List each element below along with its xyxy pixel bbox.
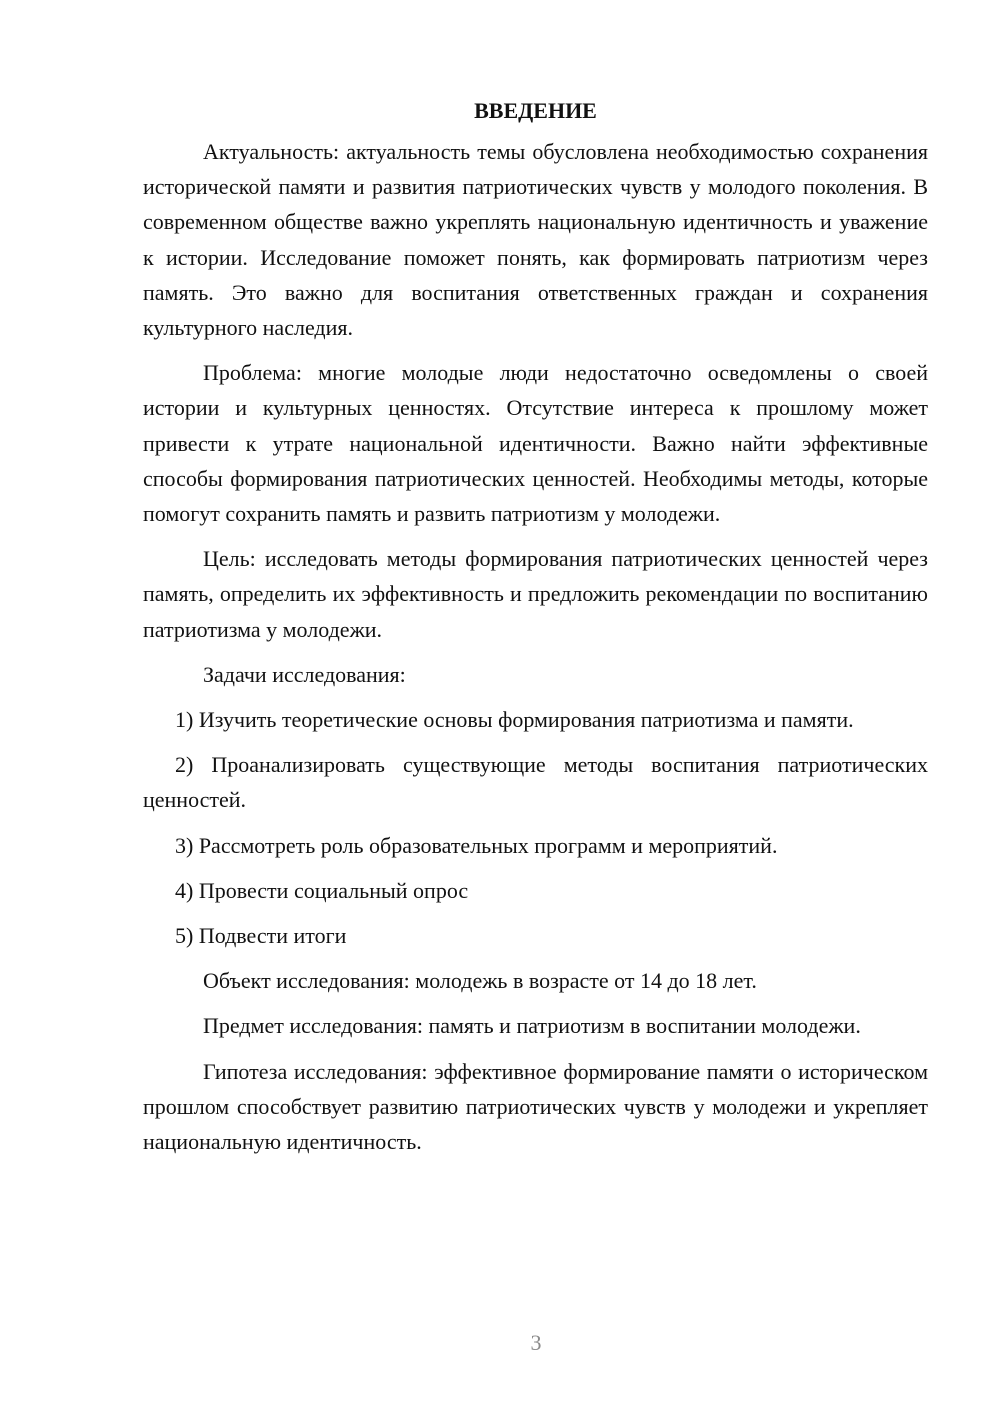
task-item-2: 2) Проанализировать существующие методы воспитания патриотических ценностей. — [143, 752, 928, 813]
page-title: ВВЕДЕНИЕ — [474, 98, 597, 123]
subject-paragraph: Предмет исследования: память и патриотизм в воспитании молодежи. — [203, 1013, 861, 1039]
relevance-paragraph: Актуальность: актуальность темы обусловлена необходимостью сохранения исторической памяти и развития патриотических чувств у молодого поколения. В современном обществе важно укреплять национальную идентичность и уважение к истории. Исследование поможет понять, как формировать патриотизм через память. Это важно для воспитания ответственных граждан и сохранения культурного наследия. — [143, 139, 928, 341]
task-item-3: 3) Рассмотреть роль образовательных программ и мероприятий. — [175, 832, 778, 858]
task-item-4: 4) Провести социальный опрос — [175, 877, 469, 903]
problem-paragraph: Проблема: многие молодые люди недостаточно осведомлены о своей истории и культурных ценностях. Отсутствие интереса к прошлому может привести к утрате национальной идентичности. Важно найти эффективные способы формирования патриотических ценностей. Необходимы методы, которые помогут сохранить память и развить патриотизм у молодежи. — [143, 360, 928, 527]
task-item-1: 1) Изучить теоретические основы формирования патриотизма и памяти. — [175, 707, 854, 733]
hypothesis-paragraph: Гипотеза исследования: эффективное формирование памяти о историческом прошлом способствует развитию патриотических чувств у молодежи и укрепляет национальную идентичность. — [143, 1058, 928, 1155]
page-number: 3 — [530, 1330, 542, 1355]
task-item-5: 5) Подвести итоги — [175, 923, 347, 949]
tasks-heading: Задачи исследования: — [203, 661, 406, 687]
document-page — [143, 93, 928, 1169]
object-paragraph: Объект исследования: молодежь в возрасте от 14 до 18 лет. — [203, 968, 757, 994]
goal-paragraph: Цель: исследовать методы формирования патриотических ценностей через память, определить их эффективность и предложить рекомендации по воспитанию патриотизма у молодежи. — [143, 546, 928, 642]
